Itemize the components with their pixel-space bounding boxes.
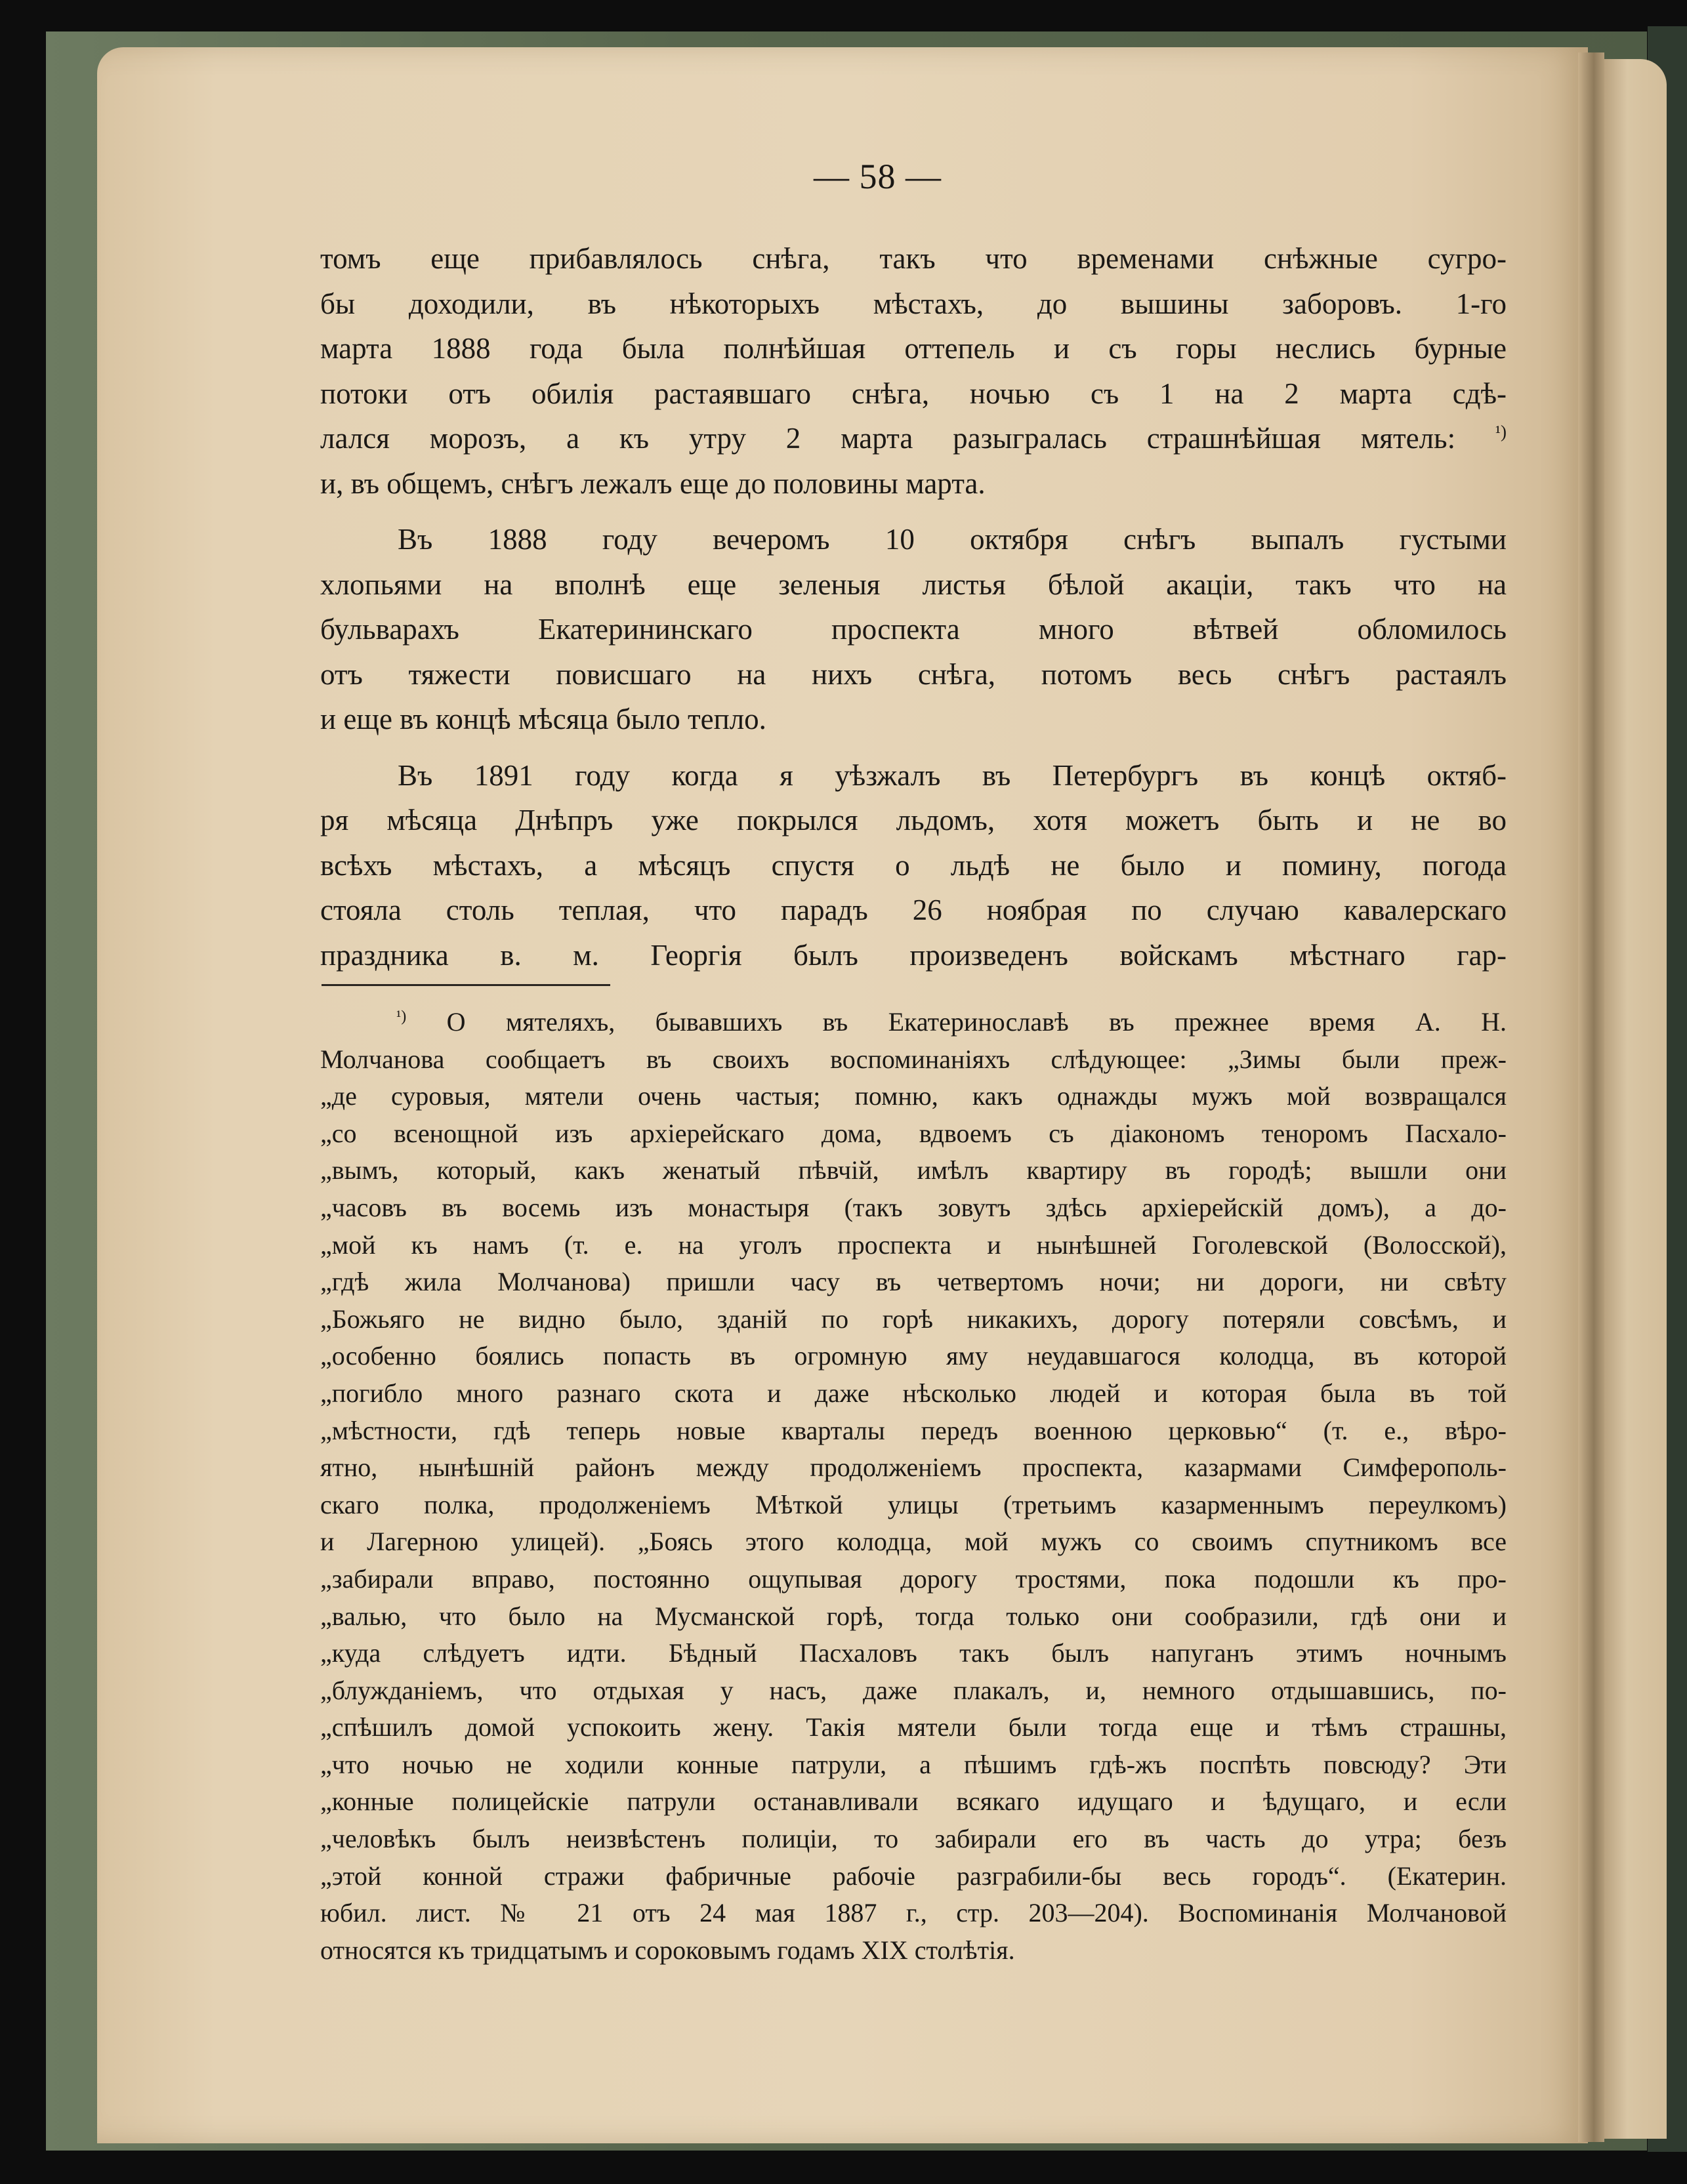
footnote-line: и Лагерною улицей). „Боясь этого колодца, мой мужъ со своимъ спутникомъ все	[320, 1527, 1507, 1557]
footnote-separator	[322, 984, 610, 986]
text-line: ря мѣсяца Днѣпръ уже покрылся льдомъ, хотя можетъ быть и не во	[320, 804, 1507, 836]
text-line: и еще въ концѣ мѣсяца было тепло.	[320, 703, 766, 735]
footnote-line: „забирали вправо, постоянно ощупывая дорогу тростями, пока подошли къ про-	[320, 1563, 1507, 1594]
footnote-line: „куда слѣдуетъ идти. Бѣдный Пасхаловъ такъ былъ напуганъ этимъ ночнымъ	[320, 1638, 1507, 1668]
footnote-line: „этой конной стражи фабричные рабочіе разграбили-бы весь городъ“. (Екатерин.	[320, 1861, 1507, 1891]
footnote-line: ятно, нынѣшній районъ между продолженіемъ проспекта, казармами Симферополь-	[320, 1453, 1507, 1483]
paragraph-2	[320, 517, 1507, 742]
footnote-line: „что ночью не ходили конные патрули, а пѣшимъ гдѣ-жъ поспѣть повсюду? Эти	[320, 1749, 1507, 1779]
text-line: отъ тяжести повисшаго на нихъ снѣга, потомъ весь снѣгъ растаялъ	[320, 657, 1507, 691]
footnote	[320, 1004, 1507, 1969]
footnote-line: „Божьяго не видно было, зданій по горѣ никакихъ, дорогу потеряли совсѣмъ, и	[320, 1304, 1507, 1334]
paragraph-3	[320, 753, 1507, 978]
footnote-line: „мой къ намъ (т. е. на уголъ проспекта и нынѣшней Гоголевской (Волосской),	[320, 1229, 1507, 1260]
footnote-line: „де суровыя, мятели очень частыя; помню, какъ однажды мужъ мой возвращался	[320, 1081, 1507, 1111]
text-line: хлопьями на вполнѣ еще зеленыя листья бѣлой акаціи, такъ что на	[320, 567, 1507, 601]
text-line: томъ еще прибавлялось снѣга, такъ что временами снѣжные сугро-	[320, 242, 1507, 275]
text-line: всѣхъ мѣстахъ, а мѣсяцъ спустя о льдѣ не было и помину, погода	[320, 848, 1507, 882]
text-line: Въ 1888 году вечеромъ 10 октября снѣгъ выпалъ густыми	[398, 523, 1507, 556]
paragraph-1	[320, 236, 1507, 506]
footnote-line: „блужданіемъ, что отдыхая у насъ, даже плакалъ, и, немного отдышавшись, по-	[320, 1675, 1507, 1705]
footnote-line: „человѣкъ былъ неизвѣстенъ полиціи, то забирали его въ часть до утра; безъ	[320, 1824, 1507, 1854]
footnote-line: „валью, что было на Мусманской горѣ, тогда только они сообразили, гдѣ они и	[320, 1601, 1507, 1631]
next-page-edge	[1601, 59, 1667, 2139]
footnote-line: „особенно боялись попасть въ огромную яму неудавшагося колодца, въ которой	[320, 1341, 1507, 1371]
footnote-line: „часовъ въ восемь изъ монастыря (такъ зовутъ здѣсь архіерейскій домъ), а до-	[320, 1192, 1507, 1222]
footnote-line: относятся къ тридцатымъ и сороковымъ годамъ XIX столѣтія.	[320, 1935, 1015, 1965]
footnote-line: „со всенощной изъ архіерейскаго дома, вдвоемъ съ діакономъ теноромъ Пасхало-	[320, 1118, 1507, 1148]
footnote-reference[interactable]: ¹)	[1495, 422, 1507, 442]
footnote-line: „гдѣ жила Молчанова) пришли часу въ четвертомъ ночи; ни дороги, ни свѣту	[320, 1267, 1507, 1297]
page-number: — 58 —	[814, 157, 942, 196]
footnote-line: скаго полка, продолженіемъ Мѣткой улицы (третьимъ казарменнымъ переулкомъ)	[320, 1489, 1507, 1519]
footnote-marker: ¹)	[396, 1008, 407, 1025]
footnote-line-first	[320, 1004, 1507, 1041]
main-text	[320, 236, 1507, 989]
footnote-line: юбил. лист. № 21 отъ 24 мая 1887 г., стр. 203—204). Воспоминанія Молчановой	[320, 1898, 1507, 1928]
text-line: потоки отъ обилія растаявшаго снѣга, ночью съ 1 на 2 марта сдѣ-	[320, 377, 1507, 410]
footnote-line: „мѣстности, гдѣ теперь новые кварталы передъ военною церковью“ (т. е., вѣро-	[320, 1415, 1507, 1445]
text-line: лался морозъ, а къ утру 2 марта разыгралась страшнѣйшая мятель:	[320, 422, 1456, 455]
text-line: стояла столь теплая, что парадъ 26 ноябрая по случаю кавалерскаго	[320, 894, 1507, 926]
text-line: марта 1888 года была полнѣйшая оттепель и съ горы неслись бурные	[320, 332, 1507, 365]
text-line-with-ref	[320, 416, 1507, 461]
text-line: бы доходили, въ нѣкоторыхъ мѣстахъ, до вышины заборовъ. 1-го	[320, 287, 1507, 320]
footnote-line: „спѣшилъ домой успокоить жену. Такія мятели были тогда еще и тѣмъ страшны,	[320, 1712, 1507, 1742]
footnote-line: „конные полицейскіе патрули останавливали всякаго идущаго и ѣдущаго, и если	[320, 1786, 1507, 1817]
footnote-line: О мятеляхъ, бывавшихъ въ Екатеринославѣ въ прежнее время А. Н.	[446, 1007, 1507, 1037]
text-line: Въ 1891 году когда я уѣзжалъ въ Петербургъ въ концѣ октяб-	[398, 758, 1507, 792]
page-gutter	[1578, 52, 1604, 2142]
text-line: и, въ общемъ, снѣгъ лежалъ еще до половины марта.	[320, 466, 986, 500]
text-line: праздника в. м. Георгія былъ произведенъ войскамъ мѣстнаго гар-	[320, 938, 1507, 972]
text-line: бульварахъ Екатерининскаго проспекта много вѣтвей обломилось	[320, 613, 1507, 646]
footnote-line: Молчанова сообщаетъ въ своихъ воспоминаніяхъ слѣдующее: „Зимы были преж-	[320, 1044, 1507, 1074]
footnote-line: „погибло много разнаго скота и даже нѣсколько людей и которая была въ той	[320, 1378, 1507, 1408]
footnote-line: „вымъ, который, какъ женатый пѣвчій, имѣлъ квартиру въ городѣ; вышли они	[320, 1155, 1507, 1185]
